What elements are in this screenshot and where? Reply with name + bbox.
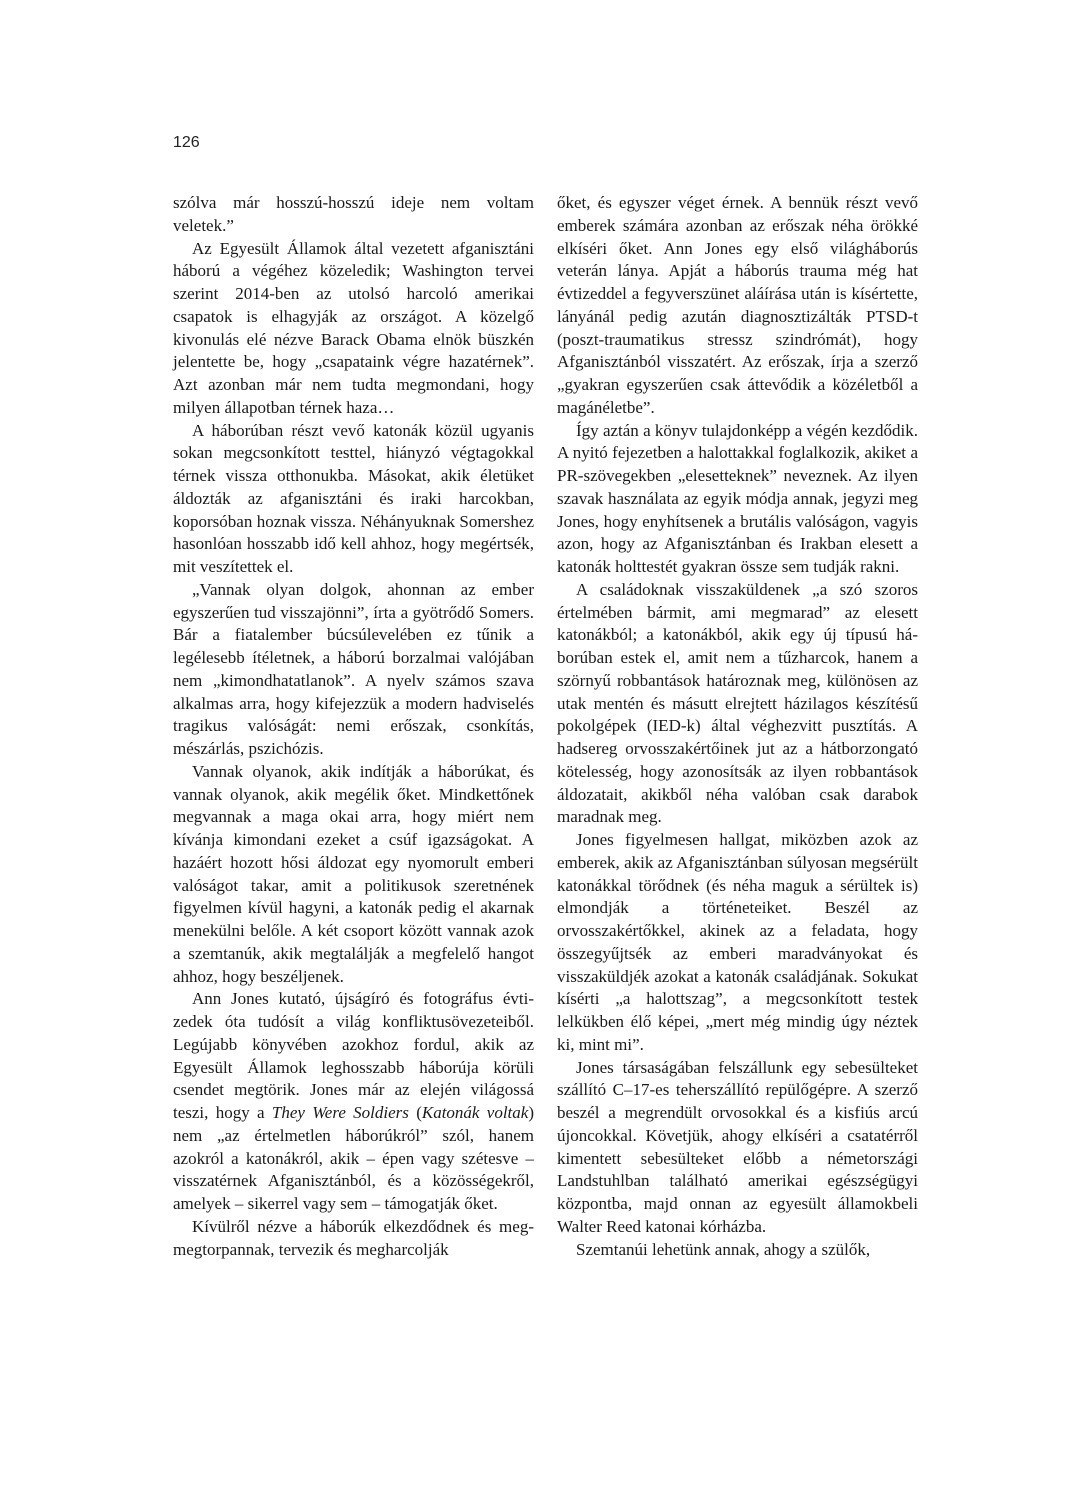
paragraph: Az Egyesült Államok által vezetett afganisztáni háború a végéhez közeledik; Washington tervei szerint 2014-ben az utolsó harcoló amerikai csapatok is elhagyják az országot. A közelgő kivonulás elé nézve Barack Obama elnök büszkén jelentette be, hogy „csapataink végre hazatérnek”. Azt azonban már nem tudta megmondani, hogy milyen állapotban térnek haza… xyxy=(173,238,534,417)
text-run: ) nem „az értelmetlen háborúkról” szól, hanem azokról a katonákról, akik – épen vagy szétesve – visszatérnek Afganisztánból, és a közösségekről, amelyek – sikerrel vagy sem – támogatják őket. xyxy=(173,1103,534,1213)
paragraph: „Vannak olyan dolgok, ahonnan az ember egyszerűen tud visszajönni”, írta a gyötrődő Somers. Bár a fiatalember búcsúlevelében ez tűnik a legélesebb ítéletnek, a háború borzalmai valójában nem „kimondhatatlanok”. A nyelv számos szava alkalmas arra, hogy kifejezzük a modern hadviselés tragikus valóságát: nemi erőszak, csonkítás, mészárlás, pszichózis. xyxy=(173,579,534,758)
paragraph: Így aztán a könyv tulajdonképp a végén kezdődik. A nyitó fejezetben a halottakkal foglalkozik, akiket a PR-szövegekben „elesetteknek” neveznek. Az ilyen szavak használata az egyik módja annak, jegyzi meg Jones, hogy enyhítsenek a brutális valóságon, vagyis azon, hogy az Afganisztánban és Irakban elesett a katonák holttestét gyakran össze sem tudják rakni. xyxy=(557,420,918,576)
right-column xyxy=(557,192,918,1261)
left-column xyxy=(173,192,534,1261)
paragraph xyxy=(173,988,534,1216)
paragraph: Jones társaságában felszállunk egy sebesülteket szállító C–17-es teherszállító repülőgépre. A szerző beszél a megrendült orvosokkal és a kisfiús arcú újoncokkal. Követjük, ahogy elkíséri a csatatérről kimentett sebesülteket előbb a németországi Landstuhlban található amerikai egészségügyi központba, majd onnan az egyesült államokbeli Walter Reed katonai kórházba. xyxy=(557,1057,918,1236)
text-run: ( xyxy=(408,1103,422,1122)
book-title-hungarian: Katonák voltak xyxy=(421,1103,529,1122)
paragraph: őket, és egyszer véget érnek. A bennük részt vevő emberek számára azonban az erőszak néha örökké elkíséri őket. Ann Jones egy első világháborús veterán lánya. Apját a háborús trauma még hat évtizeddel a fegyverszünet aláírása után is kísértette, lányánál pedig azután diagnosztizálták PTSD-t (poszt-traumatikus stressz szindrómát), hogy Afganisztánból visszatért. Az erőszak, írja a szerző „gyakran egyszerűen csak áttevődik a közéletből a magánéletbe”. xyxy=(557,193,918,417)
page-number: 126 xyxy=(173,134,200,151)
paragraph: Vannak olyanok, akik indítják a háborúkat, és vannak olyanok, akik megélik őket. Mindkettőnek megvannak a maga okai arra, hogy miért nem kívánja kimondani ezeket a csúf igazságokat. A hazáért hozott hősi áldozat egy nyomorult emberi valóságot takar, amit a politikusok szeretnének figyelmen kívül hagyni, a katonák pedig el akarnak menekülni belőle. A két csoport között vannak azok a szemtanúk, akik megtalálják a megfelelő hangot ahhoz, hogy beszéljenek. xyxy=(173,761,534,986)
paragraph: Jones figyelmesen hallgat, miközben azok az emberek, akik az Afganisztánban súlyosan megsérült katonákkal törődnek (és néha maguk a sérültek is) elmondják a történeteiket. Beszél az orvosszakértőkkel, akinek az a feladata, hogy összegyűjtsék az emberi maradványokat és visszaküldjék azokat a katonák családjának. Sokukat kísérti „a halottszag”, a megcsonkított testek lelkükben élő képei, „mert még mindig úgy néztek ki, mint mi”. xyxy=(557,830,918,1054)
paragraph: szólva már hosszú-hosszú ideje nem voltam veletek.” xyxy=(173,193,534,235)
book-title-english: They Were Soldiers xyxy=(271,1103,409,1122)
text-run: Ann Jones kutató, újságíró és fotográfus évtizedek óta tudósít a világ konfliktusövezeteiből. Legújabb könyvében azokhoz fordul, akik az Egyesült Államok leghosszabb háborúja körüli csendet megtörik. Jones már az elején világossá teszi, hogy a xyxy=(173,989,534,1122)
paragraph: A háborúban részt vevő katonák közül ugyanis sokan megcsonkított testtel, hiányzó végtagokkal térnek vissza otthonukba. Másokat, akik életüket áldozták az afganisztáni és iraki harcokban, koporsóban hoznak vissza. Néhányuknak Somershez hasonlóan hosszabb idő kell ahhoz, hogy megértsék, mit veszítettek el. xyxy=(173,420,534,576)
paragraph: A családoknak visszaküldenek „a szó szoros értelmében bármit, ami megmarad” az elesett katonákból; a katonákból, akik egy új típusú háborúban estek el, amit nem a tűzharcok, hanem a szörnyű robbantások határoznak meg, különösen az utak mentén és másutt elrejtett házilagos készítésű pokolgépek (IED-k) által véghezvitt pusztítás. A hadsereg orvosszakértőinek jut az a hátborzongató kötelesség, hogy azonosítsák az ilyen robbantások áldozatait, akikből néha valóban csak darabok maradnak meg. xyxy=(557,579,918,827)
paragraph: Szemtanúi lehetünk annak, ahogy a szülők, xyxy=(576,1239,871,1259)
paragraph: Kívülről nézve a háborúk elkezdődnek és meg-megtorpannak, tervezik és megharcolják xyxy=(173,1216,534,1259)
